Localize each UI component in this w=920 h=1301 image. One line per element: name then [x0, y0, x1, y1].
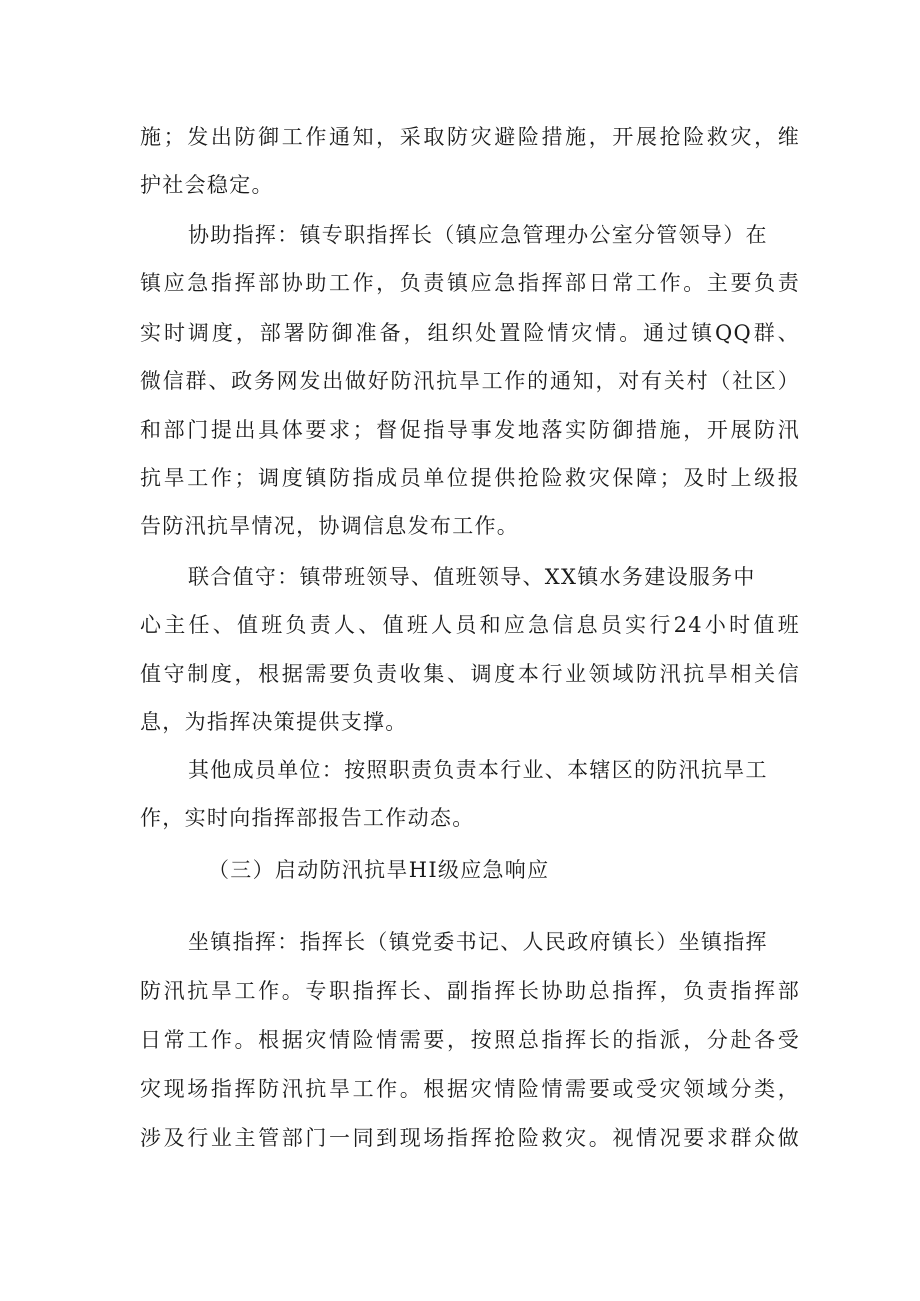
- paragraph-line: 施；发出防御工作通知，采取防灾避险措施，开展抢险救灾，维: [140, 125, 800, 149]
- paragraph-line: 日常工作。根据灾情险情需要，按照总指挥长的指派，分赴各受: [140, 1028, 800, 1052]
- paragraph-line: 告防汛抗旱情况，协调信息发布工作。: [140, 514, 520, 538]
- paragraph-line: 微信群、政务网发出做好防汛抗旱工作的通知，对有关村（社区）: [140, 369, 800, 393]
- paragraph-line: 心主任、值班负责人、值班人员和应急信息员实行24小时值班: [140, 613, 800, 637]
- paragraph-line: 作，实时向指挥部报告工作动态。: [140, 806, 475, 830]
- paragraph-line: 护社会稳定。: [140, 173, 274, 197]
- paragraph-line: 坐镇指挥：指挥长（镇党委书记、人民政府镇长）坐镇指挥: [188, 930, 768, 954]
- paragraph-line: 协助指挥：镇专职指挥长（镇应急管理办公室分管领导）在: [188, 223, 768, 247]
- section-heading: （三）启动防汛抗旱HI级应急响应: [208, 858, 550, 882]
- paragraph-line: 其他成员单位：按照职责负责本行业、本辖区的防汛抗旱工: [188, 758, 768, 782]
- paragraph-line: 值守制度，根据需要负责收集、调度本行业领域防汛抗旱相关信: [140, 662, 800, 686]
- paragraph-line: 涉及行业主管部门一同到现场指挥抢险救灾。视情况要求群众做: [140, 1126, 800, 1150]
- paragraph-line: 实时调度，部署防御准备，组织处置险情灾情。通过镇QQ群、: [140, 321, 800, 345]
- paragraph-line: 息，为指挥决策提供支撑。: [140, 710, 408, 734]
- paragraph-line: 防汛抗旱工作。专职指挥长、副指挥长协助总指挥，负责指挥部: [140, 979, 800, 1003]
- paragraph-line: 和部门提出具体要求；督促指导事发地落实防御措施，开展防汛: [140, 418, 800, 442]
- paragraph-line: 抗旱工作；调度镇防指成员单位提供抢险救灾保障；及时上级报: [140, 466, 800, 490]
- paragraph-line: 镇应急指挥部协助工作，负责镇应急指挥部日常工作。主要负责: [140, 271, 800, 295]
- paragraph-line: 灾现场指挥防汛抗旱工作。根据灾情险情需要或受灾领域分类，: [140, 1077, 800, 1101]
- paragraph-line: 联合值守：镇带班领导、值班领导、XX镇水务建设服务中: [188, 565, 756, 589]
